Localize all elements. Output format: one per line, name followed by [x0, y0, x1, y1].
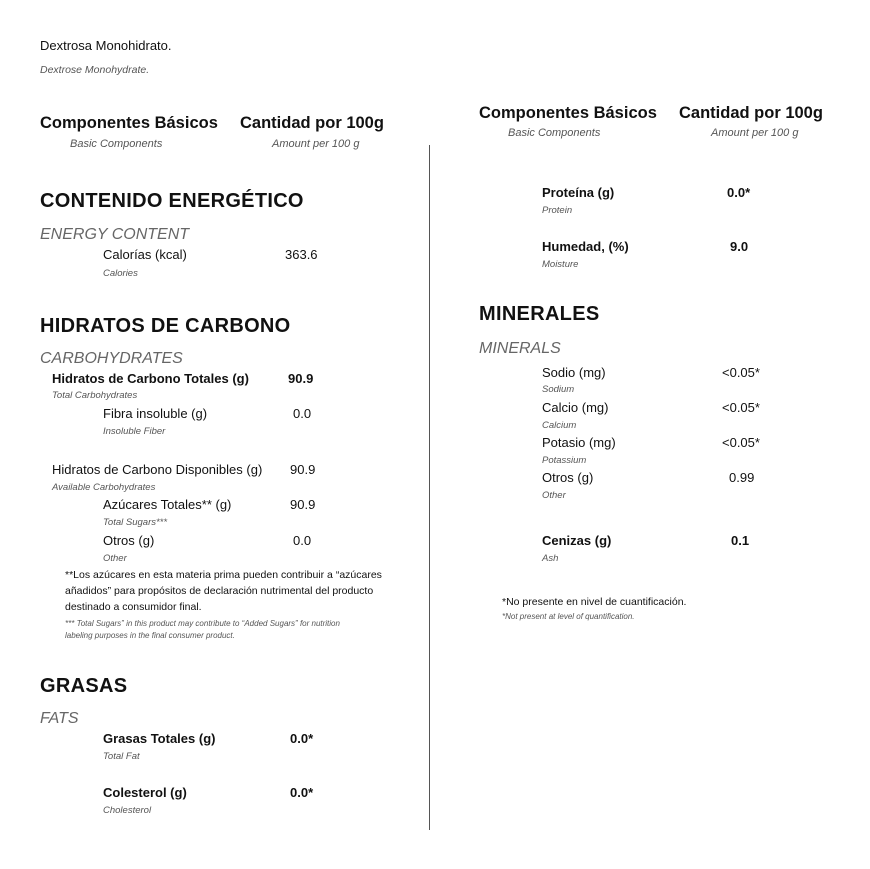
amount-header-right-en: Amount per 100 g — [711, 127, 799, 139]
potassium-label-en: Potassium — [542, 455, 587, 466]
ash-value: 0.1 — [731, 533, 750, 548]
total-carbs-value: 90.9 — [288, 371, 314, 386]
available-carbs-label-en: Available Carbohydrates — [52, 482, 156, 493]
total-carbs-label-en: Total Carbohydrates — [52, 390, 138, 401]
total-sugars-value: 90.9 — [290, 497, 316, 512]
other-minerals-value: 0.99 — [729, 470, 755, 485]
amount-header-right: Cantidad por 100g — [679, 104, 823, 122]
other-carbs-label: Otros (g) — [103, 533, 155, 548]
protein-label-en: Protein — [542, 205, 573, 216]
total-sugars-label: Azúcares Totales** (g) — [103, 497, 232, 512]
product-name-en: Dextrose Monohydrate. — [40, 64, 150, 76]
moisture-value: 9.0 — [730, 239, 749, 254]
minerals-section-title-en: MINERALS — [479, 340, 561, 357]
moisture-label: Humedad, (%) — [542, 239, 629, 254]
sodium-value: <0.05* — [722, 365, 760, 380]
calcium-label-en: Calcium — [542, 420, 577, 431]
insoluble-fiber-label-en: Insoluble Fiber — [103, 426, 166, 437]
calories-label-en: Calories — [103, 268, 138, 279]
cholesterol-value: 0.0* — [290, 785, 314, 800]
column-divider — [429, 145, 430, 830]
total-fat-label-en: Total Fat — [103, 751, 140, 762]
ash-label: Cenizas (g) — [542, 533, 612, 548]
amount-header: Cantidad por 100g — [240, 114, 384, 132]
carbohydrates-section-title-en: CARBOHYDRATES — [40, 350, 183, 367]
available-carbs-label: Hidratos de Carbono Disponibles (g) — [52, 462, 263, 477]
other-minerals-label-en: Other — [542, 490, 566, 501]
ash-label-en: Ash — [542, 553, 559, 564]
quantification-footnote: *No presente en nivel de cuantificación. — [502, 596, 687, 608]
components-header-right: Componentes Básicos — [479, 104, 657, 122]
insoluble-fiber-label: Fibra insoluble (g) — [103, 406, 208, 421]
other-minerals-label: Otros (g) — [542, 470, 594, 485]
calories-label: Calorías (kcal) — [103, 247, 187, 262]
sugars-note: **Los azúcares en esta materia prima pueden contribuir a “azúcares añadidos” para propósitos de declaración nutrimental del producto destinado a consumidor final. — [65, 569, 382, 613]
available-carbs-value: 90.9 — [290, 462, 316, 477]
carbohydrates-section-title: HIDRATOS DE CARBONO — [40, 315, 291, 337]
components-header-right-en: Basic Components — [508, 127, 601, 139]
potassium-label: Potasio (mg) — [542, 435, 616, 450]
product-name: Dextrosa Monohidrato. — [40, 38, 172, 53]
fats-section-title: GRASAS — [40, 675, 128, 697]
cholesterol-label-en: Cholesterol — [103, 805, 152, 816]
components-header: Componentes Básicos — [40, 114, 218, 132]
protein-value: 0.0* — [727, 185, 751, 200]
total-fat-value: 0.0* — [290, 731, 314, 746]
quantification-footnote-en: *Not present at level of quantification. — [502, 612, 635, 621]
cholesterol-label: Colesterol (g) — [103, 785, 187, 800]
calcium-label: Calcio (mg) — [542, 400, 609, 415]
total-carbs-label: Hidratos de Carbono Totales (g) — [52, 371, 249, 386]
moisture-label-en: Moisture — [542, 259, 579, 270]
amount-header-en: Amount per 100 g — [272, 138, 360, 150]
minerals-section-title: MINERALES — [479, 303, 600, 325]
calcium-value: <0.05* — [722, 400, 760, 415]
components-header-en: Basic Components — [70, 138, 163, 150]
total-fat-label: Grasas Totales (g) — [103, 731, 216, 746]
energy-section-title: CONTENIDO ENERGÉTICO — [40, 190, 304, 212]
sugars-note-en: *** Total Sugars” in this product may contribute to “Added Sugars” for nutrition labeling purposes in the final consumer product. — [65, 619, 340, 640]
insoluble-fiber-value: 0.0 — [293, 406, 312, 421]
other-carbs-value: 0.0 — [293, 533, 312, 548]
energy-section-title-en: ENERGY CONTENT — [40, 226, 190, 243]
total-sugars-label-en: Total Sugars*** — [103, 517, 168, 528]
fats-section-title-en: FATS — [40, 710, 79, 727]
sodium-label-en: Sodium — [542, 384, 575, 395]
protein-label: Proteína (g) — [542, 185, 615, 200]
other-carbs-label-en: Other — [103, 553, 127, 564]
calories-value: 363.6 — [285, 247, 318, 262]
potassium-value: <0.05* — [722, 435, 760, 450]
sodium-label: Sodio (mg) — [542, 365, 606, 380]
